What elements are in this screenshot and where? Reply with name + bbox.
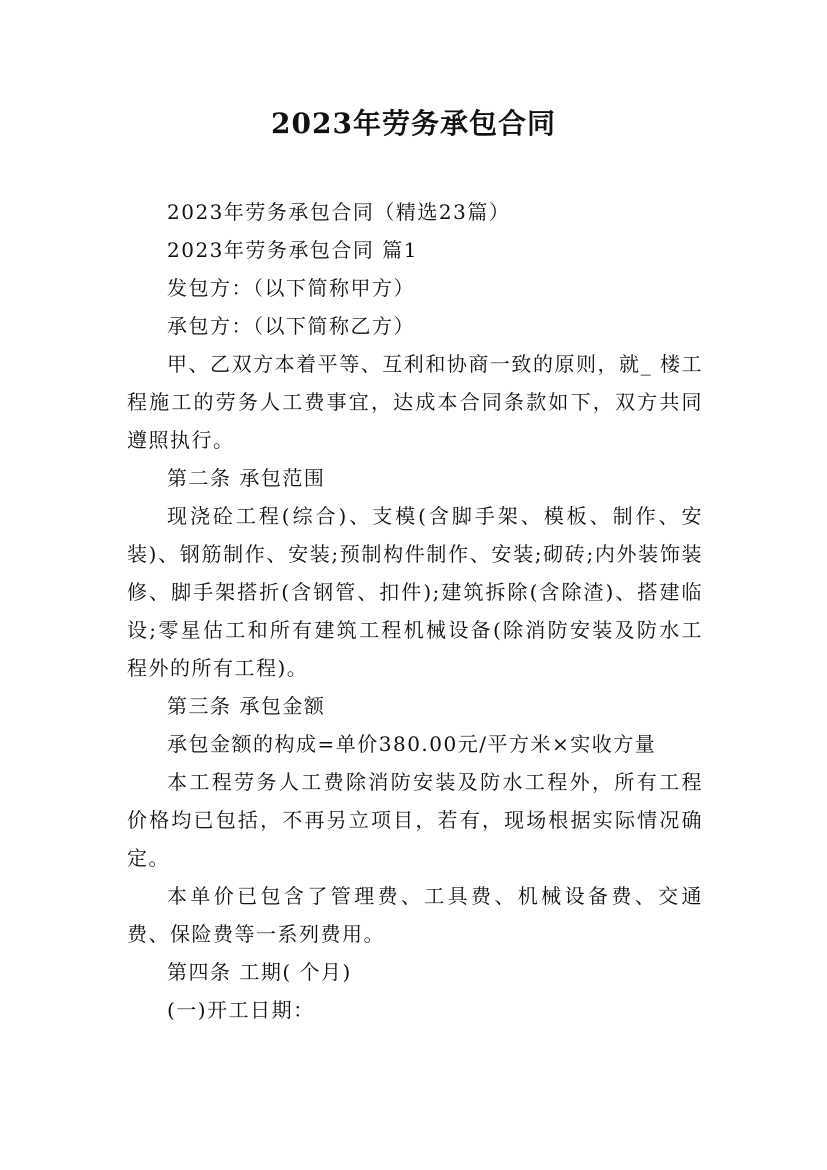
document-body [127, 193, 703, 1029]
paragraph-party-b: 承包方：（以下简称乙方） [167, 314, 415, 338]
paragraph-article-4-heading: 第四条 工期( 个月) [167, 960, 352, 984]
paragraph-article-2-heading: 第二条 承包范围 [167, 466, 326, 490]
paragraph-subtitle: 2023年劳务承包合同（精选23篇） [167, 200, 511, 224]
paragraph-start-date: (一)开工日期： [167, 998, 315, 1022]
paragraph-article-3-included-fees: 本单价已包含了管理费、工具费、机械设备费、交通费、保险费等一系列费用。 [127, 884, 703, 946]
paragraph-article-3-heading: 第三条 承包金额 [167, 694, 326, 718]
paragraph-preamble: 甲、乙双方本着平等、互利和协商一致的原则，就_ 楼工程施工的劳务人工费事宜，达成本合同条款如下，双方共同遵照执行。 [127, 352, 703, 452]
document-title: 2023年劳务承包合同 [271, 107, 556, 140]
paragraph-party-a: 发包方：（以下简称甲方） [167, 276, 415, 300]
paragraph-article-3-amount: 承包金额的构成=单价380.00元/平方米×实收方量 [167, 732, 657, 756]
paragraph-article-2-scope: 现浇砼工程(综合)、支模(含脚手架、模板、制作、安装)、钢筋制作、安装;预制构件制作、安装;砌砖;内外装饰装修、脚手架搭折(含钢管、扣件);建筑拆除(含除渣)、搭建临设;零星估工和所有建筑工程机械设备(除消防安装及防水工程外的所有工程)。 [127, 504, 703, 680]
paragraph-section-heading: 2023年劳务承包合同 篇1 [167, 238, 418, 262]
paragraph-article-3-coverage: 本工程劳务人工费除消防安装及防水工程外，所有工程价格均已包括，不再另立项目，若有，现场根据实际情况确定。 [127, 770, 703, 870]
